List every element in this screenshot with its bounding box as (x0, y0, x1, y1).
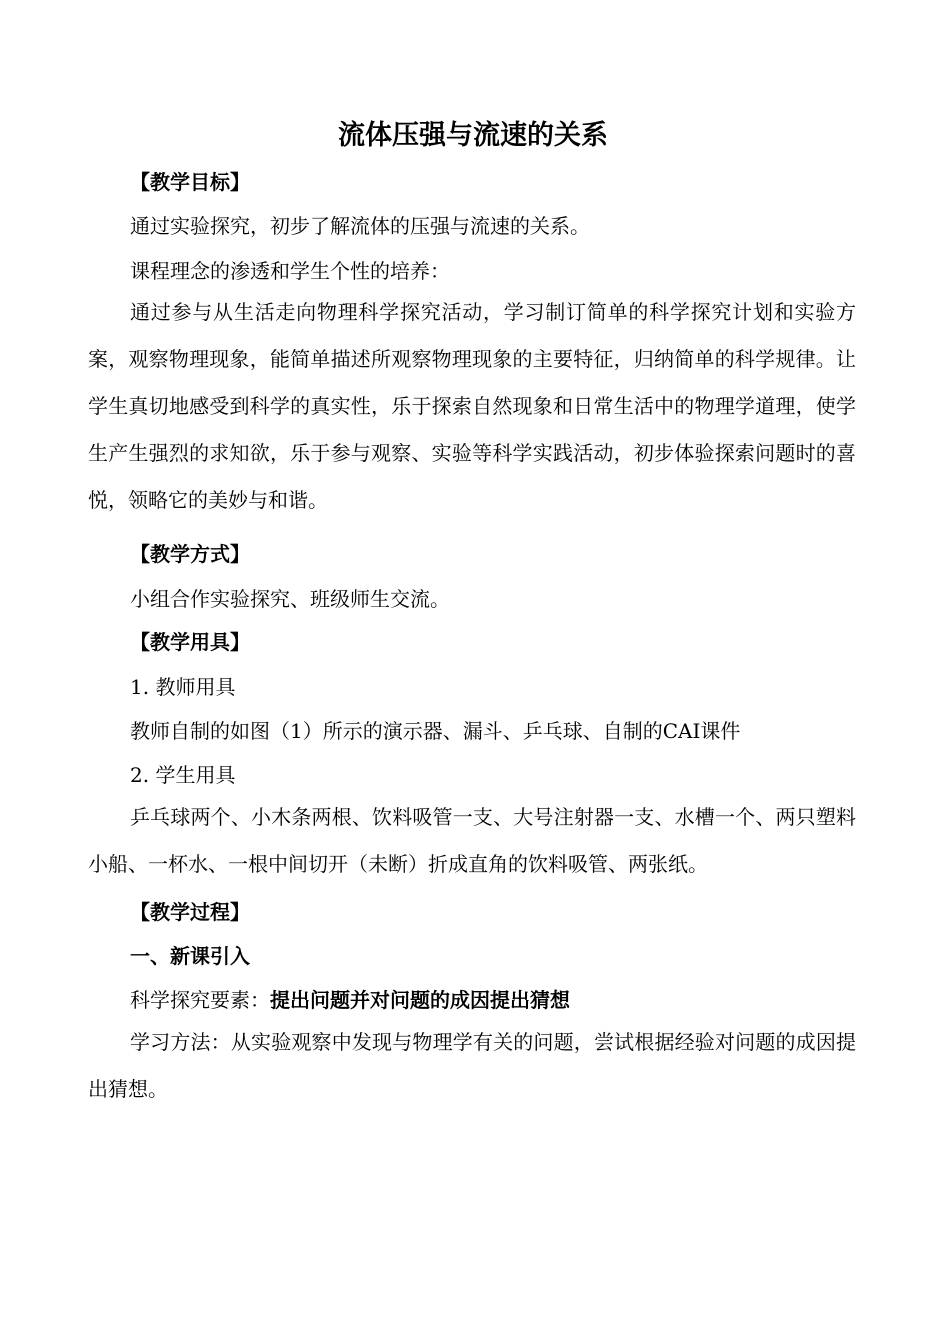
student-tools-paragraph: 乒乓球两个、小木条两根、饮料吸管一支、大号注射器一支、水槽一个、两只塑料小船、一杯水、一根中间切开（未断）折成直角的饮料吸管、两张纸。 (88, 805, 856, 876)
study-method-paragraph: 学习方法：从实验观察中发现与物理学有关的问题，尝试根据经验对问题的成因提出猜想。 (88, 1030, 856, 1101)
element-value: 提出问题并对问题的成因提出猜想 (270, 988, 570, 1012)
tools-heading: 【教学用具】 (130, 630, 250, 654)
teacher-tools-text: 教师自制的如图（1）所示的演示器、漏斗、乒乓球、自制的CAI课件 (130, 719, 741, 743)
objective-paragraph: 通过参与从生活走向物理科学探究活动，学习制订简单的科学探究计划和实验方案，观察物理现象，能简单描述所观察物理现象的主要特征，归纳简单的科学规律。让学生真切地感受到科学的真实性，乐于探索自然现象和日常生活中的物理学道理，使学生产生强烈的求知欲，乐于参与观察、实验等科学实践活动，初步体验探索问题时的喜悦，领略它的美妙与和谐。 (88, 300, 856, 512)
intro-heading: 一、新课引入 (130, 944, 250, 968)
element-label: 科学探究要素： (130, 988, 270, 1012)
element-line (88, 986, 900, 1014)
document-title: 流体压强与流速的关系 (338, 120, 608, 151)
method-text: 小组合作实验探究、班级师生交流。 (130, 587, 450, 611)
method-heading: 【教学方式】 (130, 542, 250, 566)
objective-line-2: 课程理念的渗透和学生个性的培养： (130, 259, 450, 283)
objective-line-1: 通过实验探究，初步了解流体的压强与流速的关系。 (130, 214, 590, 238)
teacher-tools-label: 1. 教师用具 (130, 675, 236, 699)
process-heading: 【教学过程】 (130, 900, 250, 924)
student-tools-label: 2. 学生用具 (130, 763, 236, 787)
objectives-heading: 【教学目标】 (130, 170, 250, 194)
